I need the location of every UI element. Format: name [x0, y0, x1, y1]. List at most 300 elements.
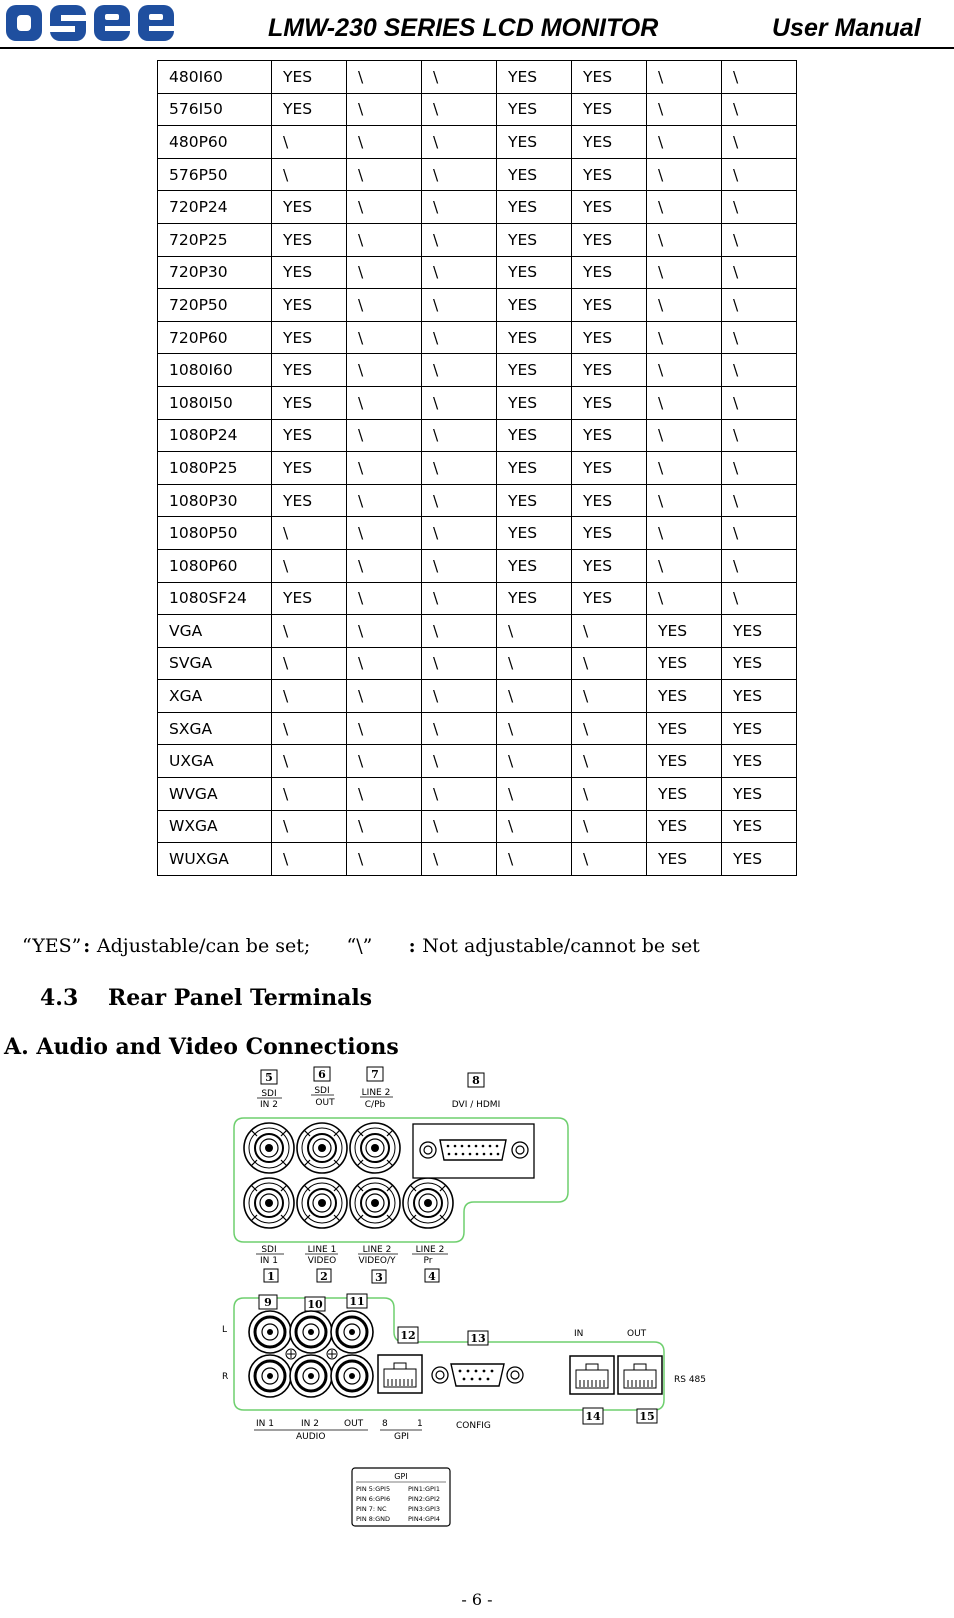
- support-cell: \: [722, 93, 797, 126]
- support-cell: \: [347, 61, 422, 94]
- support-cell: \: [272, 843, 347, 876]
- gpi-pin-3: PIN3:GPI3: [408, 1505, 441, 1513]
- support-cell: YES: [272, 484, 347, 517]
- osee-logo: [4, 2, 176, 44]
- support-cell: \: [722, 61, 797, 94]
- table-row: [158, 615, 797, 648]
- support-cell: \: [347, 321, 422, 354]
- support-cell: \: [722, 126, 797, 159]
- format-name-cell: 1080P25: [158, 452, 272, 485]
- mid-connector-labels: [256, 1245, 448, 1284]
- table-row: [158, 126, 797, 159]
- support-cell: \: [422, 93, 497, 126]
- support-cell: YES: [272, 93, 347, 126]
- page-header: [0, 0, 954, 50]
- config-port: [432, 1364, 523, 1386]
- support-cell: \: [347, 712, 422, 745]
- legend-yes-term: “YES”: [22, 935, 82, 957]
- table-row: [158, 191, 797, 224]
- support-cell: \: [497, 647, 572, 680]
- support-cell: YES: [497, 419, 572, 452]
- format-name-cell: 720P25: [158, 223, 272, 256]
- support-cell: YES: [572, 158, 647, 191]
- format-name-cell: 576I50: [158, 93, 272, 126]
- table-row: [158, 517, 797, 550]
- label-n2: 2: [320, 1270, 328, 1283]
- support-cell: \: [347, 582, 422, 615]
- support-cell: YES: [272, 582, 347, 615]
- section-number: 4.3: [40, 985, 79, 1011]
- support-cell: \: [347, 256, 422, 289]
- format-name-cell: UXGA: [158, 745, 272, 778]
- page-number: - 6 -: [461, 1590, 493, 1609]
- label-n1: 1: [267, 1270, 275, 1283]
- support-cell: \: [347, 549, 422, 582]
- label-gpi-1: 1: [417, 1419, 423, 1429]
- label-sdi-out-b: OUT: [315, 1098, 335, 1108]
- support-cell: YES: [722, 778, 797, 811]
- support-cell: \: [347, 191, 422, 224]
- support-cell: \: [722, 386, 797, 419]
- support-cell: \: [422, 810, 497, 843]
- label-sdi-in2-a: SDI: [261, 1089, 277, 1099]
- label-audio: AUDIO: [296, 1432, 326, 1442]
- support-cell: YES: [572, 354, 647, 387]
- support-cell: \: [422, 549, 497, 582]
- support-cell: YES: [722, 745, 797, 778]
- support-cell: YES: [572, 93, 647, 126]
- table-row: [158, 158, 797, 191]
- table-row: [158, 712, 797, 745]
- format-name-cell: WUXGA: [158, 843, 272, 876]
- label-n13: 13: [470, 1332, 486, 1345]
- support-cell: \: [572, 745, 647, 778]
- support-cell: YES: [497, 126, 572, 159]
- format-name-cell: 1080I50: [158, 386, 272, 419]
- support-cell: \: [497, 843, 572, 876]
- support-cell: \: [572, 647, 647, 680]
- label-n14: 14: [585, 1410, 601, 1423]
- label-line2pr-a: LINE 2: [415, 1245, 445, 1255]
- label-n15: 15: [639, 1410, 655, 1423]
- label-n8: 8: [472, 1074, 480, 1087]
- support-cell: \: [422, 126, 497, 159]
- table-row: [158, 843, 797, 876]
- support-cell: \: [722, 191, 797, 224]
- support-cell: \: [422, 354, 497, 387]
- gpi-box-title: GPI: [394, 1472, 408, 1481]
- support-cell: \: [422, 321, 497, 354]
- table-row: [158, 321, 797, 354]
- support-cell: YES: [497, 93, 572, 126]
- support-cell: \: [722, 517, 797, 550]
- legend-no-desc: Not adjustable/cannot be set: [422, 935, 700, 957]
- support-cell: \: [272, 517, 347, 550]
- support-cell: \: [347, 810, 422, 843]
- support-cell: \: [422, 615, 497, 648]
- format-name-cell: 1080SF24: [158, 582, 272, 615]
- label-n9: 9: [264, 1296, 272, 1309]
- support-cell: \: [722, 223, 797, 256]
- support-cell: YES: [572, 256, 647, 289]
- support-cell: YES: [572, 223, 647, 256]
- format-name-cell: 720P50: [158, 289, 272, 322]
- support-cell: YES: [572, 321, 647, 354]
- format-name-cell: 480P60: [158, 126, 272, 159]
- gpi-pin-1: PIN1:GPI1: [408, 1485, 441, 1493]
- support-cell: \: [272, 647, 347, 680]
- support-cell: \: [647, 93, 722, 126]
- label-gpi: GPI: [394, 1432, 410, 1442]
- table-row: [158, 419, 797, 452]
- support-cell: \: [722, 452, 797, 485]
- support-cell: \: [422, 386, 497, 419]
- support-cell: \: [422, 419, 497, 452]
- support-cell: \: [272, 712, 347, 745]
- support-cell: YES: [572, 289, 647, 322]
- gpi-pin-5: PIN 5:GPI5: [356, 1485, 391, 1493]
- support-cell: YES: [497, 386, 572, 419]
- support-cell: \: [497, 615, 572, 648]
- support-cell: \: [497, 745, 572, 778]
- label-rs485: RS 485: [674, 1375, 707, 1385]
- logo-text: osee: [90, 30, 93, 31]
- table-row: [158, 61, 797, 94]
- support-cell: \: [647, 126, 722, 159]
- support-cell: \: [272, 680, 347, 713]
- support-cell: YES: [572, 549, 647, 582]
- table-row: [158, 778, 797, 811]
- support-cell: YES: [272, 386, 347, 419]
- table-row: [158, 810, 797, 843]
- gpi-pin-7: PIN 7: NC: [356, 1505, 387, 1513]
- support-cell: YES: [497, 549, 572, 582]
- gpi-pin-2: PIN2:GPI2: [408, 1495, 441, 1503]
- label-n10: 10: [307, 1298, 323, 1311]
- table-row: [158, 93, 797, 126]
- document-title: LMW-230 SERIES LCD MONITOR: [268, 14, 659, 42]
- support-cell: \: [347, 680, 422, 713]
- support-cell: \: [722, 549, 797, 582]
- support-cell: YES: [572, 582, 647, 615]
- table-row: [158, 223, 797, 256]
- support-cell: YES: [572, 191, 647, 224]
- table-row: [158, 745, 797, 778]
- support-cell: \: [647, 158, 722, 191]
- label-sdi-in1-b: IN 1: [260, 1256, 278, 1266]
- support-cell: \: [422, 158, 497, 191]
- support-cell: \: [347, 223, 422, 256]
- support-cell: YES: [647, 810, 722, 843]
- support-cell: \: [347, 484, 422, 517]
- support-cell: YES: [647, 647, 722, 680]
- support-cell: \: [422, 843, 497, 876]
- support-cell: \: [647, 256, 722, 289]
- label-n5: 5: [265, 1071, 273, 1084]
- support-cell: \: [347, 126, 422, 159]
- support-cell: \: [347, 289, 422, 322]
- format-name-cell: 1080I60: [158, 354, 272, 387]
- support-cell: \: [347, 158, 422, 191]
- support-cell: \: [497, 778, 572, 811]
- label-n11: 11: [349, 1295, 365, 1308]
- format-name-cell: 1080P24: [158, 419, 272, 452]
- rs485-ports: [570, 1356, 662, 1394]
- support-cell: \: [647, 321, 722, 354]
- table-row: [158, 289, 797, 322]
- support-cell: YES: [722, 647, 797, 680]
- label-dvi-hdmi: DVI / HDMI: [451, 1100, 501, 1110]
- support-cell: YES: [722, 843, 797, 876]
- support-cell: YES: [497, 158, 572, 191]
- support-cell: YES: [272, 419, 347, 452]
- support-cell: YES: [647, 680, 722, 713]
- table-row: [158, 386, 797, 419]
- audio-rca-connectors: [249, 1311, 373, 1397]
- support-cell: \: [647, 549, 722, 582]
- support-cell: \: [497, 712, 572, 745]
- table-row: [158, 582, 797, 615]
- support-cell: \: [422, 745, 497, 778]
- support-cell: YES: [272, 289, 347, 322]
- support-cell: YES: [497, 354, 572, 387]
- support-cell: \: [272, 745, 347, 778]
- support-cell: YES: [647, 615, 722, 648]
- header-rule: [0, 47, 954, 49]
- support-cell: YES: [572, 484, 647, 517]
- support-cell: YES: [647, 712, 722, 745]
- support-cell: YES: [272, 61, 347, 94]
- support-cell: \: [422, 680, 497, 713]
- support-cell: \: [647, 61, 722, 94]
- label-audio-in1: IN 1: [256, 1419, 274, 1429]
- support-cell: \: [272, 810, 347, 843]
- support-cell: \: [422, 484, 497, 517]
- support-cell: \: [722, 354, 797, 387]
- format-name-cell: SVGA: [158, 647, 272, 680]
- support-cell: \: [347, 517, 422, 550]
- support-cell: \: [422, 778, 497, 811]
- support-cell: \: [272, 126, 347, 159]
- support-cell: \: [572, 778, 647, 811]
- support-cell: YES: [647, 843, 722, 876]
- support-cell: YES: [497, 289, 572, 322]
- format-name-cell: WXGA: [158, 810, 272, 843]
- support-cell: \: [272, 158, 347, 191]
- support-cell: \: [497, 810, 572, 843]
- support-cell: YES: [572, 452, 647, 485]
- support-cell: YES: [572, 126, 647, 159]
- table-row: [158, 354, 797, 387]
- support-cell: YES: [647, 778, 722, 811]
- format-name-cell: XGA: [158, 680, 272, 713]
- format-name-cell: SXGA: [158, 712, 272, 745]
- support-cell: YES: [647, 745, 722, 778]
- support-cell: YES: [572, 61, 647, 94]
- top-connector-labels: [257, 1067, 500, 1110]
- support-cell: YES: [272, 191, 347, 224]
- support-cell: YES: [497, 256, 572, 289]
- format-support-table: [157, 60, 797, 876]
- label-n6: 6: [318, 1068, 326, 1081]
- support-cell: \: [722, 289, 797, 322]
- table-row: [158, 256, 797, 289]
- support-cell: \: [647, 484, 722, 517]
- support-cell: \: [422, 256, 497, 289]
- support-cell: YES: [722, 810, 797, 843]
- support-cell: YES: [722, 615, 797, 648]
- format-name-cell: 576P50: [158, 158, 272, 191]
- label-n7: 7: [371, 1068, 379, 1081]
- support-cell: YES: [497, 191, 572, 224]
- subsection-title: A. Audio and Video Connections: [4, 1034, 399, 1060]
- format-table-body: [158, 61, 797, 876]
- format-name-cell: WVGA: [158, 778, 272, 811]
- support-cell: \: [647, 452, 722, 485]
- gpi-pinout-box: [352, 1468, 450, 1526]
- legend-yes-desc: Adjustable/can be set;: [96, 935, 311, 957]
- support-cell: YES: [272, 354, 347, 387]
- label-sdi-out-a: SDI: [314, 1086, 330, 1096]
- gpi-pin-6: PIN 6:GPI6: [356, 1495, 391, 1503]
- label-rs485-out: OUT: [627, 1329, 647, 1339]
- format-name-cell: 720P24: [158, 191, 272, 224]
- label-sdi-in2-b: IN 2: [260, 1100, 278, 1110]
- label-n4: 4: [428, 1270, 436, 1283]
- label-sdi-in1-a: SDI: [261, 1245, 277, 1255]
- support-cell: \: [347, 615, 422, 648]
- gpi-pin-8: PIN 8:GND: [356, 1515, 390, 1523]
- support-cell: \: [497, 680, 572, 713]
- support-cell: YES: [497, 61, 572, 94]
- support-cell: \: [347, 354, 422, 387]
- support-cell: \: [647, 289, 722, 322]
- support-cell: \: [347, 452, 422, 485]
- support-cell: YES: [272, 321, 347, 354]
- support-cell: YES: [272, 256, 347, 289]
- support-cell: YES: [572, 386, 647, 419]
- label-line2-cpb-b: C/Pb: [364, 1100, 386, 1110]
- support-cell: YES: [722, 680, 797, 713]
- support-cell: \: [422, 191, 497, 224]
- label-l: L: [222, 1325, 228, 1335]
- support-cell: \: [422, 712, 497, 745]
- table-row: [158, 647, 797, 680]
- format-name-cell: 1080P60: [158, 549, 272, 582]
- support-cell: \: [647, 582, 722, 615]
- support-cell: YES: [497, 517, 572, 550]
- gpi-port: [378, 1355, 422, 1393]
- support-cell: \: [722, 256, 797, 289]
- support-cell: \: [647, 517, 722, 550]
- support-cell: \: [347, 386, 422, 419]
- support-cell: \: [722, 321, 797, 354]
- table-row: [158, 680, 797, 713]
- support-cell: \: [647, 191, 722, 224]
- support-cell: \: [347, 93, 422, 126]
- label-n3: 3: [375, 1271, 383, 1284]
- gpi-pin-4: PIN4:GPI4: [408, 1515, 441, 1523]
- dvi-hdmi-connector: [413, 1124, 534, 1178]
- support-cell: \: [422, 452, 497, 485]
- support-cell: \: [572, 712, 647, 745]
- section-title: Rear Panel Terminals: [108, 985, 373, 1011]
- support-cell: \: [722, 419, 797, 452]
- support-cell: \: [647, 223, 722, 256]
- support-cell: \: [572, 680, 647, 713]
- format-name-cell: 1080P50: [158, 517, 272, 550]
- label-r: R: [222, 1372, 229, 1382]
- support-cell: \: [347, 745, 422, 778]
- rear-panel-diagram: [212, 1062, 752, 1532]
- label-rs485-in: IN: [574, 1329, 584, 1339]
- format-name-cell: 480I60: [158, 61, 272, 94]
- legend-no-term: “\”: [346, 935, 373, 957]
- support-cell: \: [347, 419, 422, 452]
- support-cell: YES: [572, 419, 647, 452]
- support-cell: \: [422, 647, 497, 680]
- label-line2y-a: LINE 2: [362, 1245, 392, 1255]
- support-cell: \: [422, 582, 497, 615]
- support-cell: \: [647, 386, 722, 419]
- support-cell: \: [422, 517, 497, 550]
- label-audio-out: OUT: [344, 1419, 364, 1429]
- support-cell: \: [572, 843, 647, 876]
- table-row: [158, 452, 797, 485]
- support-cell: \: [422, 61, 497, 94]
- support-cell: YES: [497, 582, 572, 615]
- format-name-cell: 720P30: [158, 256, 272, 289]
- support-cell: \: [347, 647, 422, 680]
- label-gpi-8: 8: [382, 1419, 388, 1429]
- label-line1-a: LINE 1: [307, 1245, 337, 1255]
- support-cell: \: [722, 158, 797, 191]
- label-audio-in2: IN 2: [301, 1419, 319, 1429]
- format-name-cell: 1080P30: [158, 484, 272, 517]
- support-cell: \: [422, 289, 497, 322]
- label-line1-b: VIDEO: [307, 1256, 337, 1266]
- table-row: [158, 549, 797, 582]
- support-cell: YES: [497, 223, 572, 256]
- support-cell: \: [722, 484, 797, 517]
- format-name-cell: VGA: [158, 615, 272, 648]
- support-cell: YES: [572, 517, 647, 550]
- support-cell: \: [272, 549, 347, 582]
- label-config: CONFIG: [456, 1421, 491, 1431]
- support-cell: YES: [497, 484, 572, 517]
- label-line2y-b: VIDEO/Y: [358, 1256, 396, 1266]
- support-cell: \: [272, 615, 347, 648]
- support-cell: YES: [272, 223, 347, 256]
- support-cell: YES: [272, 452, 347, 485]
- document-type: User Manual: [772, 14, 921, 42]
- support-cell: YES: [722, 712, 797, 745]
- support-cell: \: [347, 843, 422, 876]
- support-cell: \: [572, 810, 647, 843]
- label-n12: 12: [400, 1329, 416, 1342]
- label-line2pr-b: Pr: [423, 1256, 433, 1266]
- channel-labels: [222, 1325, 228, 1382]
- format-name-cell: 720P60: [158, 321, 272, 354]
- support-cell: \: [572, 615, 647, 648]
- label-line2-cpb-a: LINE 2: [361, 1088, 391, 1098]
- support-cell: YES: [497, 452, 572, 485]
- support-cell: \: [722, 582, 797, 615]
- support-cell: \: [422, 223, 497, 256]
- support-cell: \: [272, 778, 347, 811]
- table-row: [158, 484, 797, 517]
- table-legend: “YES” : Adjustable/can be set; “\” : Not adjustable/cannot be set: [22, 935, 700, 957]
